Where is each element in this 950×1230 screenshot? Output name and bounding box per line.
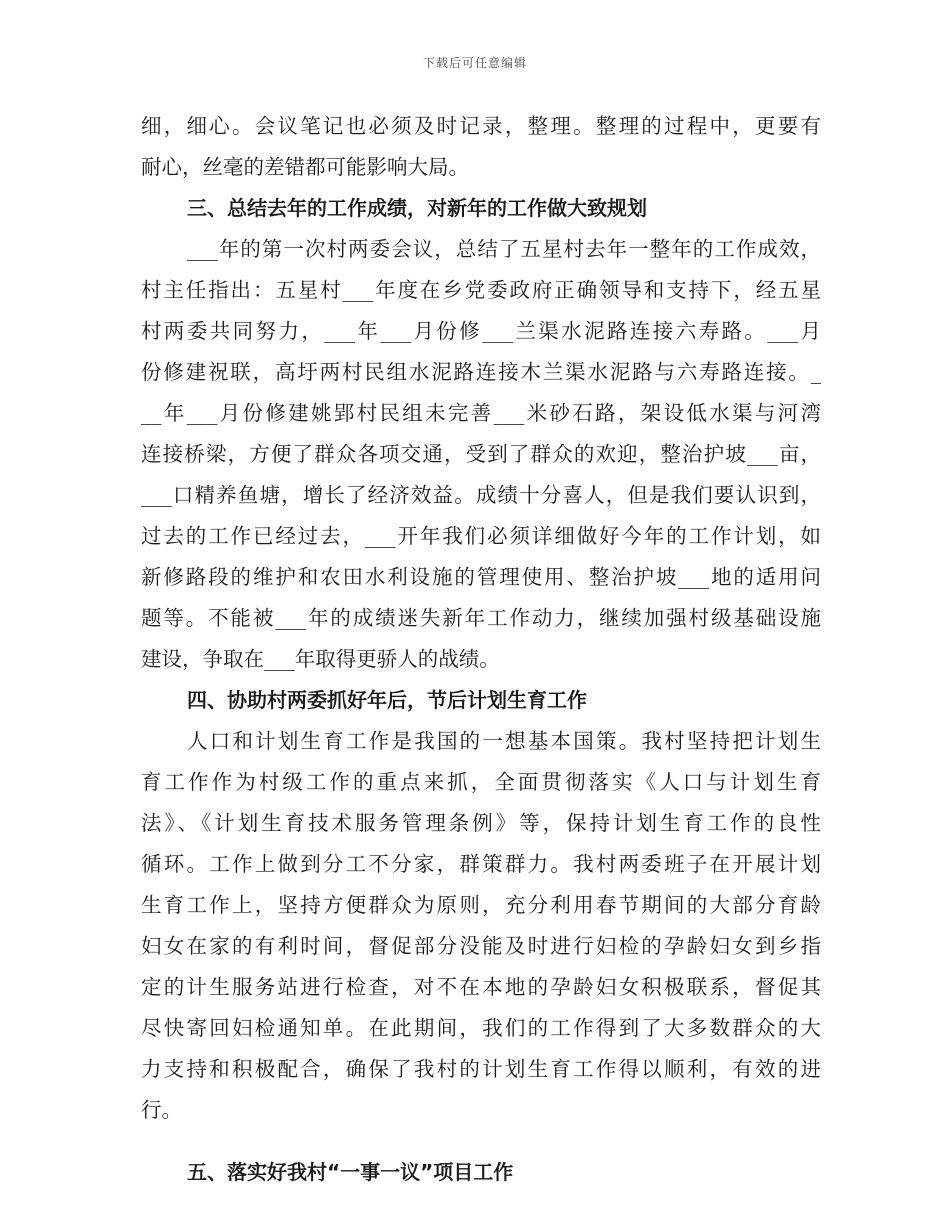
- section-gap: [141, 1131, 821, 1152]
- paragraph-line: 过去的工作已经过去，___开年我们必须详细做好今年的工作计划，如: [141, 524, 821, 548]
- paragraph-line: ___口精养鱼塘，增长了经济效益。成绩十分喜人，但是我们要认识到，: [141, 483, 821, 507]
- paragraph-line: ___年的第一次村两委会议，总结了五星村去年一整年的工作成效，: [187, 237, 821, 261]
- section-heading: 四、协助村两委抓好年后，节后计划生育工作: [187, 688, 587, 712]
- paragraph-line: 题等。不能被___年的成绩迷失新年工作动力，继续加强村级基础设施: [141, 606, 821, 630]
- paragraph-line: 耐心，丝毫的差错都可能影响大局。: [141, 155, 469, 179]
- section-heading: 五、落实好我村“一事一议”项目工作: [187, 1160, 514, 1184]
- paragraph-line: 循环。工作上做到分工不分家，群策群力。我村两委班子在开展计划: [141, 852, 821, 876]
- paragraph-line: 行。: [141, 1098, 182, 1122]
- paragraph-line: 村主任指出：五星村___年度在乡党委政府正确领导和支持下，经五星: [141, 278, 821, 302]
- paragraph-line: 尽快寄回妇检通知单。在此期间，我们的工作得到了大多数群众的大: [141, 1016, 821, 1040]
- page-header: 下载后可任意编辑: [422, 56, 527, 70]
- paragraph-line: 定的计生服务站进行检查，对不在本地的孕龄妇女积极联系，督促其: [141, 975, 821, 999]
- paragraph-line: 份修建祝联，高圩两村民组水泥路连接木兰渠水泥路与六寿路连接。_: [141, 360, 821, 384]
- paragraph-line: 妇女在家的有利时间，督促部分没能及时进行妇检的孕龄妇女到乡指: [141, 934, 821, 958]
- paragraph-line: 法》、《计划生育技术服务管理条例》等，保持计划生育工作的良性: [141, 811, 821, 835]
- section-heading: 三、总结去年的工作成绩，对新年的工作做大致规划: [187, 196, 647, 220]
- document-body: [141, 106, 821, 1193]
- paragraph-line: 连接桥梁，方便了群众各项交通，受到了群众的欢迎，整治护坡___亩，: [141, 442, 821, 466]
- paragraph-line: 新修路段的维护和农田水利设施的管理使用、整治护坡___地的适用问: [141, 565, 821, 589]
- paragraph-line: 力支持和积极配合，确保了我村的计划生育工作得以顺利，有效的进: [141, 1057, 821, 1081]
- paragraph-line: 人口和计划生育工作是我国的一想基本国策。我村坚持把计划生: [187, 729, 821, 753]
- paragraph-line: 细，细心。会议笔记也必须及时记录，整理。整理的过程中，更要有: [141, 114, 821, 138]
- paragraph-line: __年___月份修建姚郢村民组未完善___米砂石路，架设低水渠与河湾: [141, 401, 821, 425]
- paragraph-line: 生育工作上，坚持方便群众为原则，充分利用春节期间的大部分育龄: [141, 893, 821, 917]
- paragraph-line: 建设，争取在___年取得更骄人的战绩。: [141, 647, 500, 671]
- paragraph-line: 育工作作为村级工作的重点来抓，全面贯彻落实《人口与计划生育: [141, 770, 821, 794]
- paragraph-line: 村两委共同努力，___年___月份修___兰渠水泥路连接六寿路。___月: [141, 319, 821, 343]
